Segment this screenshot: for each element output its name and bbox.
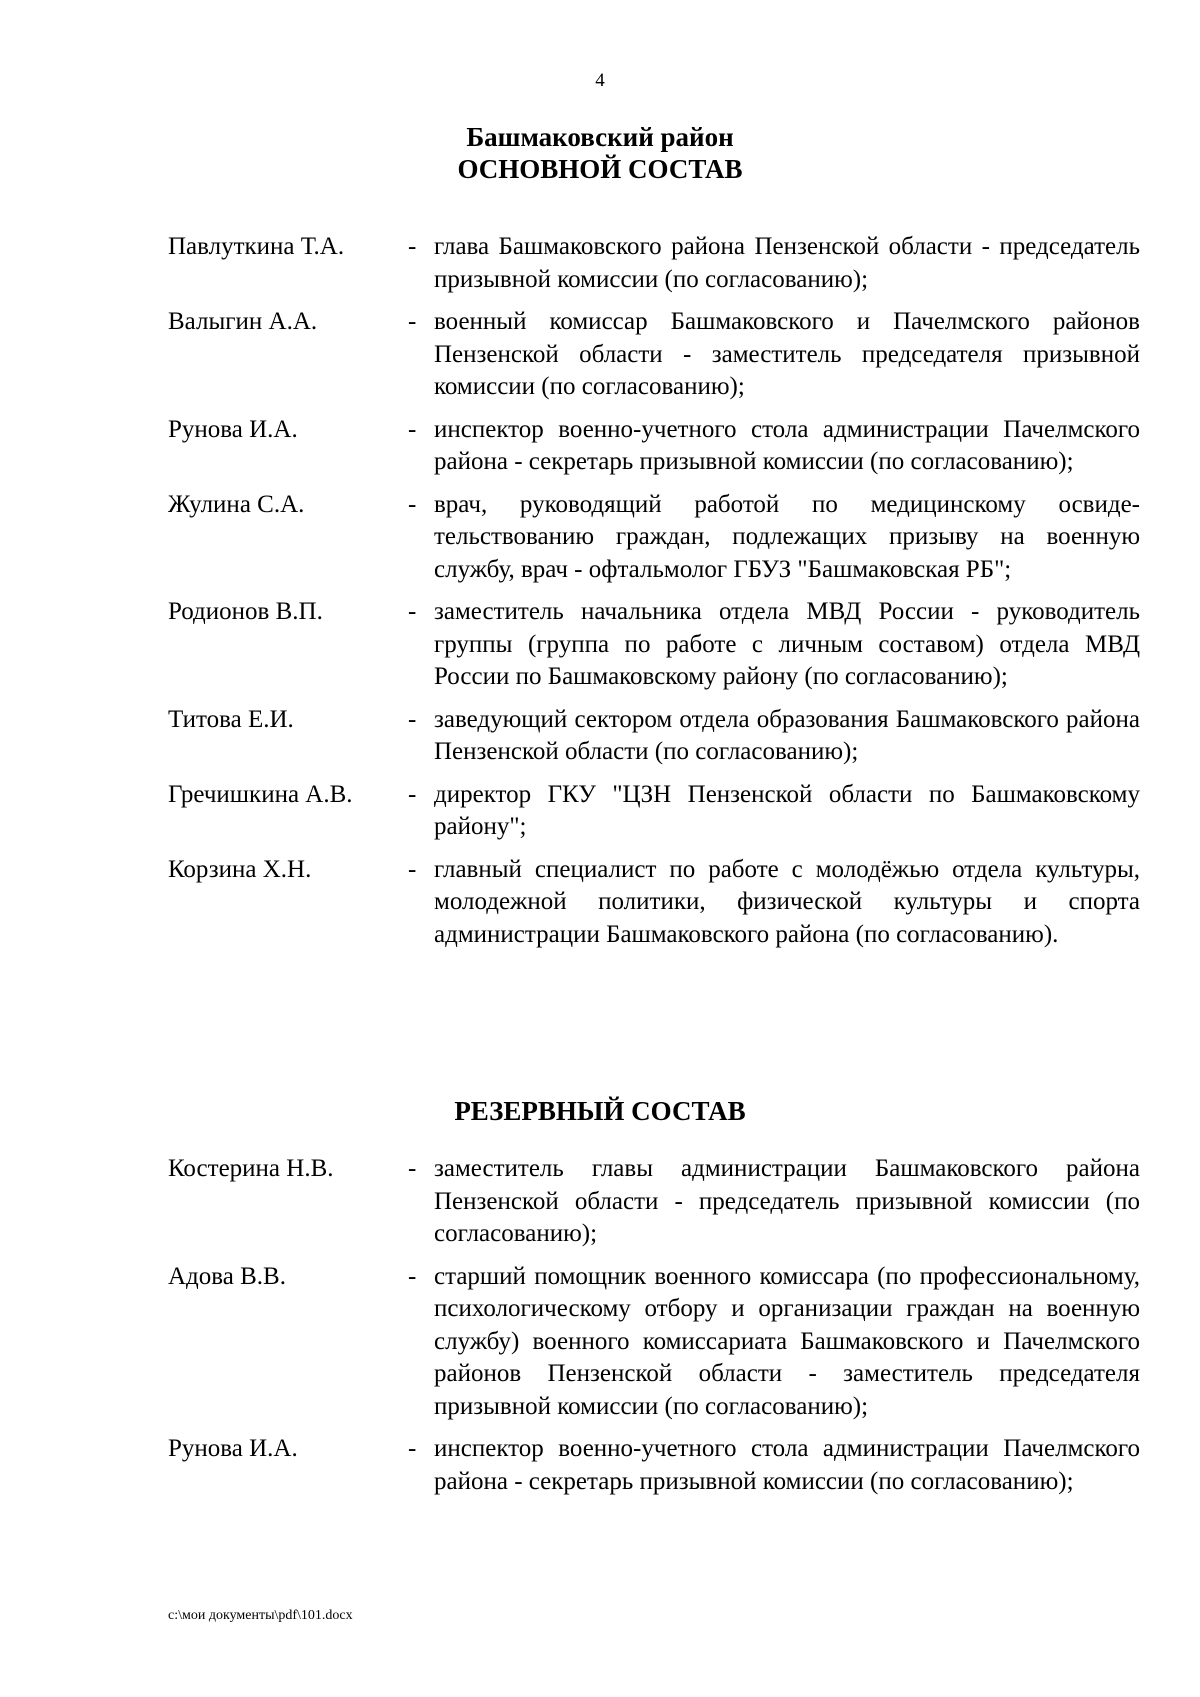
member-name: Рунова И.А. xyxy=(168,1435,298,1462)
member-dash: - xyxy=(408,233,417,260)
member-name: Адова В.В. xyxy=(168,1262,286,1290)
member-row xyxy=(168,596,1140,694)
member-row xyxy=(168,306,1140,404)
member-dash: - xyxy=(408,855,417,883)
member-row xyxy=(168,414,1140,479)
member-role: заведующий сектором отдела образования Башмаковского района Пензенской области (по согласованию); xyxy=(434,705,1140,765)
main-member-list xyxy=(168,231,1140,961)
page-number: 4 xyxy=(595,70,605,91)
member-row xyxy=(168,1433,1140,1498)
member-row xyxy=(168,231,1140,296)
member-role: инспектор военно-учетного стола администрации Пачелмского района - секретарь призывной комиссии (по согласованию); xyxy=(434,415,1140,475)
member-name: Корзина Х.Н. xyxy=(168,855,312,883)
member-name: Костерина Н.В. xyxy=(168,1155,334,1182)
member-dash: - xyxy=(408,1262,417,1290)
member-role: старший помощник военного комиссара (по профессиональному, психологическому отбору и организации граждан на военную службу) военного комиссариата Башмаковского и Пачелмского районов Пензенской области - заместитель председателя призывной комиссии (по согласованию); xyxy=(434,1262,1140,1420)
member-role: заместитель главы администрации Башмаковского района Пензенской области - председатель призывной комиссии (по согласованию); xyxy=(434,1155,1140,1247)
member-role: директор ГКУ "ЦЗН Пензенской области по Башмаковскому району"; xyxy=(434,780,1140,840)
member-name: Рунова И.А. xyxy=(168,415,298,443)
member-row xyxy=(168,704,1140,769)
footer-file-path: c:\мои документы\pdf\101.docx xyxy=(168,1608,353,1623)
main-section-title: ОСНОВНОЙ СОСТАВ xyxy=(457,154,743,184)
member-name: Валыгин А.А. xyxy=(168,308,318,335)
member-role: военный комиссар Башмаковского и Пачелмского районов Пензенской области - заместитель председателя призывной комиссии (по согласованию); xyxy=(434,308,1140,400)
member-dash: - xyxy=(408,1435,417,1462)
reserve-member-list xyxy=(168,1153,1140,1508)
member-row xyxy=(168,1153,1140,1251)
member-name: Титова Е.И. xyxy=(168,705,294,733)
member-row xyxy=(168,779,1140,844)
member-name: Павлуткина Т.А. xyxy=(168,233,345,260)
member-dash: - xyxy=(408,705,417,733)
member-dash: - xyxy=(408,415,417,443)
member-dash: - xyxy=(408,780,417,808)
member-dash: - xyxy=(408,308,417,335)
member-role: инспектор военно-учетного стола администрации Пачелмского района - секретарь призывной комиссии (по согласованию); xyxy=(434,1435,1140,1495)
member-row xyxy=(168,854,1140,952)
member-row xyxy=(168,489,1140,587)
reserve-section-title: РЕЗЕРВНЫЙ СОСТАВ xyxy=(454,1096,746,1126)
member-name: Гречишкина А.В. xyxy=(168,780,353,808)
member-name: Жулина С.А. xyxy=(168,490,305,518)
member-role: главный специалист по работе с молодёжью отдела культуры, молодежной политики, физической культуры и спорта администрации Башмаковского района (по согласованию). xyxy=(434,855,1140,948)
member-dash: - xyxy=(408,598,417,625)
member-row xyxy=(168,1261,1140,1424)
member-name: Родионов В.П. xyxy=(168,598,323,625)
member-role: врач, руководящий работой по медицинскому освидетельствованию граждан, подлежащих призыву на военную службу, врач - офтальмолог ГБУЗ "Башмаковская РБ"; xyxy=(434,490,1140,583)
member-dash: - xyxy=(408,1155,417,1182)
member-dash: - xyxy=(408,490,417,518)
district-title: Башмаковский район xyxy=(466,122,734,152)
member-role: глава Башмаковского района Пензенской области - председатель призывной комиссии (по согласованию); xyxy=(434,233,1140,293)
member-role: заместитель начальника отдела МВД России - руководитель группы (группа по работе с личным составом) отдела МВД России по Башмаковскому району (по согласованию); xyxy=(434,598,1140,690)
